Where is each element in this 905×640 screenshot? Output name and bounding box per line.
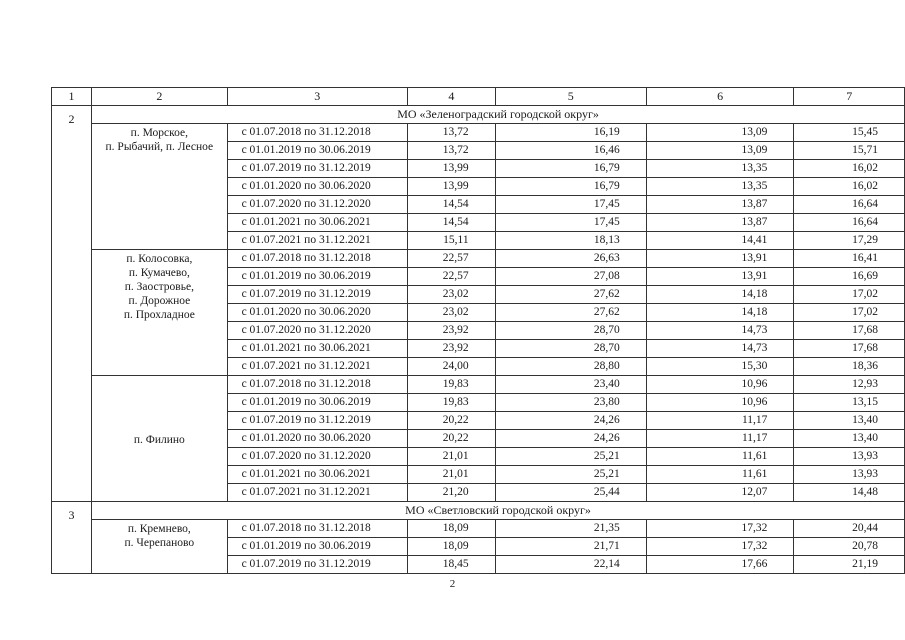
period-cell: с 01.07.2019 по 31.12.2019	[227, 286, 407, 304]
period-cell: с 01.07.2019 по 31.12.2019	[227, 160, 407, 178]
period-cell: с 01.01.2021 по 30.06.2021	[227, 466, 407, 484]
column-header: 7	[794, 88, 905, 106]
period-cell: с 01.07.2019 по 31.12.2019	[227, 412, 407, 430]
column-header: 3	[227, 88, 407, 106]
tariff-cell: 16,46	[495, 142, 646, 160]
tariff-cell: 19,83	[408, 376, 496, 394]
tariff-cell: 21,01	[408, 466, 496, 484]
tariff-cell: 14,18	[646, 286, 794, 304]
tariff-cell: 13,91	[646, 268, 794, 286]
page-number: 2	[449, 578, 456, 590]
tariff-cell: 17,29	[794, 232, 905, 250]
section-title-row	[52, 106, 905, 124]
tariff-cell: 28,80	[495, 358, 646, 376]
tariff-cell: 17,02	[794, 286, 905, 304]
period-cell: с 01.01.2019 по 30.06.2019	[227, 394, 407, 412]
tariff-cell: 15,71	[794, 142, 905, 160]
tariff-cell: 17,02	[794, 304, 905, 322]
tariff-cell: 13,93	[794, 448, 905, 466]
tariff-cell: 13,87	[646, 196, 794, 214]
tariff-cell: 28,70	[495, 322, 646, 340]
tariff-cell: 13,09	[646, 124, 794, 142]
period-cell: с 01.01.2019 по 30.06.2019	[227, 268, 407, 286]
tariff-cell: 11,17	[646, 412, 794, 430]
tariff-cell: 16,64	[794, 214, 905, 232]
tariff-cell: 18,13	[495, 232, 646, 250]
tariff-cell: 16,69	[794, 268, 905, 286]
tariff-cell: 28,70	[495, 340, 646, 358]
tariff-cell: 16,64	[794, 196, 905, 214]
table-row	[52, 250, 905, 268]
tariff-cell: 13,99	[408, 160, 496, 178]
tariff-cell: 25,44	[495, 484, 646, 502]
tariff-cell: 21,20	[408, 484, 496, 502]
tariff-cell: 13,40	[794, 430, 905, 448]
tariff-cell: 23,02	[408, 286, 496, 304]
table-row	[52, 376, 905, 394]
tariff-cell: 24,00	[408, 358, 496, 376]
tariff-cell: 21,19	[794, 556, 905, 574]
tariff-cell: 14,54	[408, 214, 496, 232]
period-cell: с 01.07.2019 по 31.12.2019	[227, 556, 407, 574]
column-header: 5	[495, 88, 646, 106]
period-cell: с 01.07.2021 по 31.12.2021	[227, 484, 407, 502]
column-header: 4	[408, 88, 496, 106]
tariff-cell: 13,35	[646, 178, 794, 196]
tariff-cell: 16,19	[495, 124, 646, 142]
period-cell: с 01.01.2020 по 30.06.2020	[227, 430, 407, 448]
period-cell: с 01.01.2020 по 30.06.2020	[227, 178, 407, 196]
tariff-cell: 17,68	[794, 322, 905, 340]
tariff-cell: 27,08	[495, 268, 646, 286]
tariff-cell: 25,21	[495, 448, 646, 466]
settlement-names: п. Морское, п. Рыбачий, п. Лесное	[92, 124, 227, 250]
settlement-names: п. Колосовка, п. Кумачево, п. Заостровье, п. Дорожное п. Прохладное	[92, 250, 227, 376]
column-header: 6	[646, 88, 794, 106]
tariff-cell: 12,93	[794, 376, 905, 394]
tariff-cell: 21,01	[408, 448, 496, 466]
section-title-row	[52, 502, 905, 520]
tariff-cell: 23,92	[408, 322, 496, 340]
tariff-cell: 19,83	[408, 394, 496, 412]
municipality-title: МО «Зеленоградский городской округ»	[92, 106, 905, 124]
period-cell: с 01.07.2018 по 31.12.2018	[227, 124, 407, 142]
tariff-cell: 22,14	[495, 556, 646, 574]
period-cell: с 01.07.2021 по 31.12.2021	[227, 232, 407, 250]
tariff-cell: 11,17	[646, 430, 794, 448]
tariff-cell: 17,66	[646, 556, 794, 574]
tariff-cell: 23,40	[495, 376, 646, 394]
period-cell: с 01.01.2021 по 30.06.2021	[227, 340, 407, 358]
tariff-cell: 14,18	[646, 304, 794, 322]
tariff-cell: 14,73	[646, 340, 794, 358]
tariff-cell: 16,02	[794, 178, 905, 196]
section-number: 2	[52, 106, 92, 502]
period-cell: с 01.07.2020 по 31.12.2020	[227, 196, 407, 214]
tariff-table	[51, 87, 905, 574]
tariff-cell: 13,91	[646, 250, 794, 268]
tariff-cell: 10,96	[646, 394, 794, 412]
tariff-cell: 23,92	[408, 340, 496, 358]
tariff-cell: 20,78	[794, 538, 905, 556]
tariff-cell: 16,79	[495, 160, 646, 178]
tariff-cell: 24,26	[495, 412, 646, 430]
tariff-cell: 20,22	[408, 430, 496, 448]
tariff-cell: 23,02	[408, 304, 496, 322]
table-row	[52, 520, 905, 538]
tariff-cell: 16,02	[794, 160, 905, 178]
tariff-cell: 24,26	[495, 430, 646, 448]
tariff-cell: 13,99	[408, 178, 496, 196]
tariff-cell: 11,61	[646, 466, 794, 484]
tariff-cell: 17,45	[495, 214, 646, 232]
tariff-cell: 14,48	[794, 484, 905, 502]
tariff-cell: 17,32	[646, 520, 794, 538]
tariff-cell: 13,72	[408, 124, 496, 142]
tariff-cell: 13,93	[794, 466, 905, 484]
tariff-cell: 15,45	[794, 124, 905, 142]
table-row	[52, 124, 905, 142]
period-cell: с 01.07.2018 по 31.12.2018	[227, 376, 407, 394]
period-cell: с 01.07.2020 по 31.12.2020	[227, 448, 407, 466]
period-cell: с 01.01.2021 по 30.06.2021	[227, 214, 407, 232]
tariff-cell: 14,73	[646, 322, 794, 340]
tariff-cell: 17,32	[646, 538, 794, 556]
tariff-cell: 15,11	[408, 232, 496, 250]
tariff-cell: 11,61	[646, 448, 794, 466]
period-cell: с 01.07.2021 по 31.12.2021	[227, 358, 407, 376]
tariff-cell: 27,62	[495, 286, 646, 304]
tariff-cell: 23,80	[495, 394, 646, 412]
section-number: 3	[52, 502, 92, 574]
tariff-cell: 18,09	[408, 538, 496, 556]
tariff-cell: 25,21	[495, 466, 646, 484]
tariff-cell: 18,09	[408, 520, 496, 538]
tariff-cell: 21,71	[495, 538, 646, 556]
tariff-cell: 18,36	[794, 358, 905, 376]
tariff-cell: 13,35	[646, 160, 794, 178]
tariff-cell: 12,07	[646, 484, 794, 502]
tariff-cell: 14,54	[408, 196, 496, 214]
tariff-cell: 13,40	[794, 412, 905, 430]
column-header: 1	[52, 88, 92, 106]
tariff-cell: 26,63	[495, 250, 646, 268]
municipality-title: МО «Светловский городской округ»	[92, 502, 905, 520]
period-cell: с 01.01.2019 по 30.06.2019	[227, 142, 407, 160]
tariff-cell: 14,41	[646, 232, 794, 250]
period-cell: с 01.01.2019 по 30.06.2019	[227, 538, 407, 556]
tariff-cell: 22,57	[408, 268, 496, 286]
column-header: 2	[92, 88, 227, 106]
tariff-cell: 17,45	[495, 196, 646, 214]
tariff-cell: 17,68	[794, 340, 905, 358]
period-cell: с 01.07.2018 по 31.12.2018	[227, 250, 407, 268]
tariff-cell: 20,22	[408, 412, 496, 430]
tariff-cell: 15,30	[646, 358, 794, 376]
tariff-cell: 18,45	[408, 556, 496, 574]
tariff-cell: 27,62	[495, 304, 646, 322]
tariff-cell: 13,09	[646, 142, 794, 160]
tariff-cell: 16,79	[495, 178, 646, 196]
period-cell: с 01.07.2018 по 31.12.2018	[227, 520, 407, 538]
tariff-cell: 13,72	[408, 142, 496, 160]
period-cell: с 01.01.2020 по 30.06.2020	[227, 304, 407, 322]
tariff-cell: 10,96	[646, 376, 794, 394]
tariff-cell: 13,15	[794, 394, 905, 412]
tariff-cell: 13,87	[646, 214, 794, 232]
tariff-cell: 20,44	[794, 520, 905, 538]
period-cell: с 01.07.2020 по 31.12.2020	[227, 322, 407, 340]
tariff-cell: 21,35	[495, 520, 646, 538]
settlement-names: п. Кремнево, п. Черепаново	[92, 520, 227, 574]
tariff-cell: 16,41	[794, 250, 905, 268]
tariff-cell: 22,57	[408, 250, 496, 268]
header-row	[52, 88, 905, 106]
settlement-names: п. Филино	[92, 376, 227, 502]
